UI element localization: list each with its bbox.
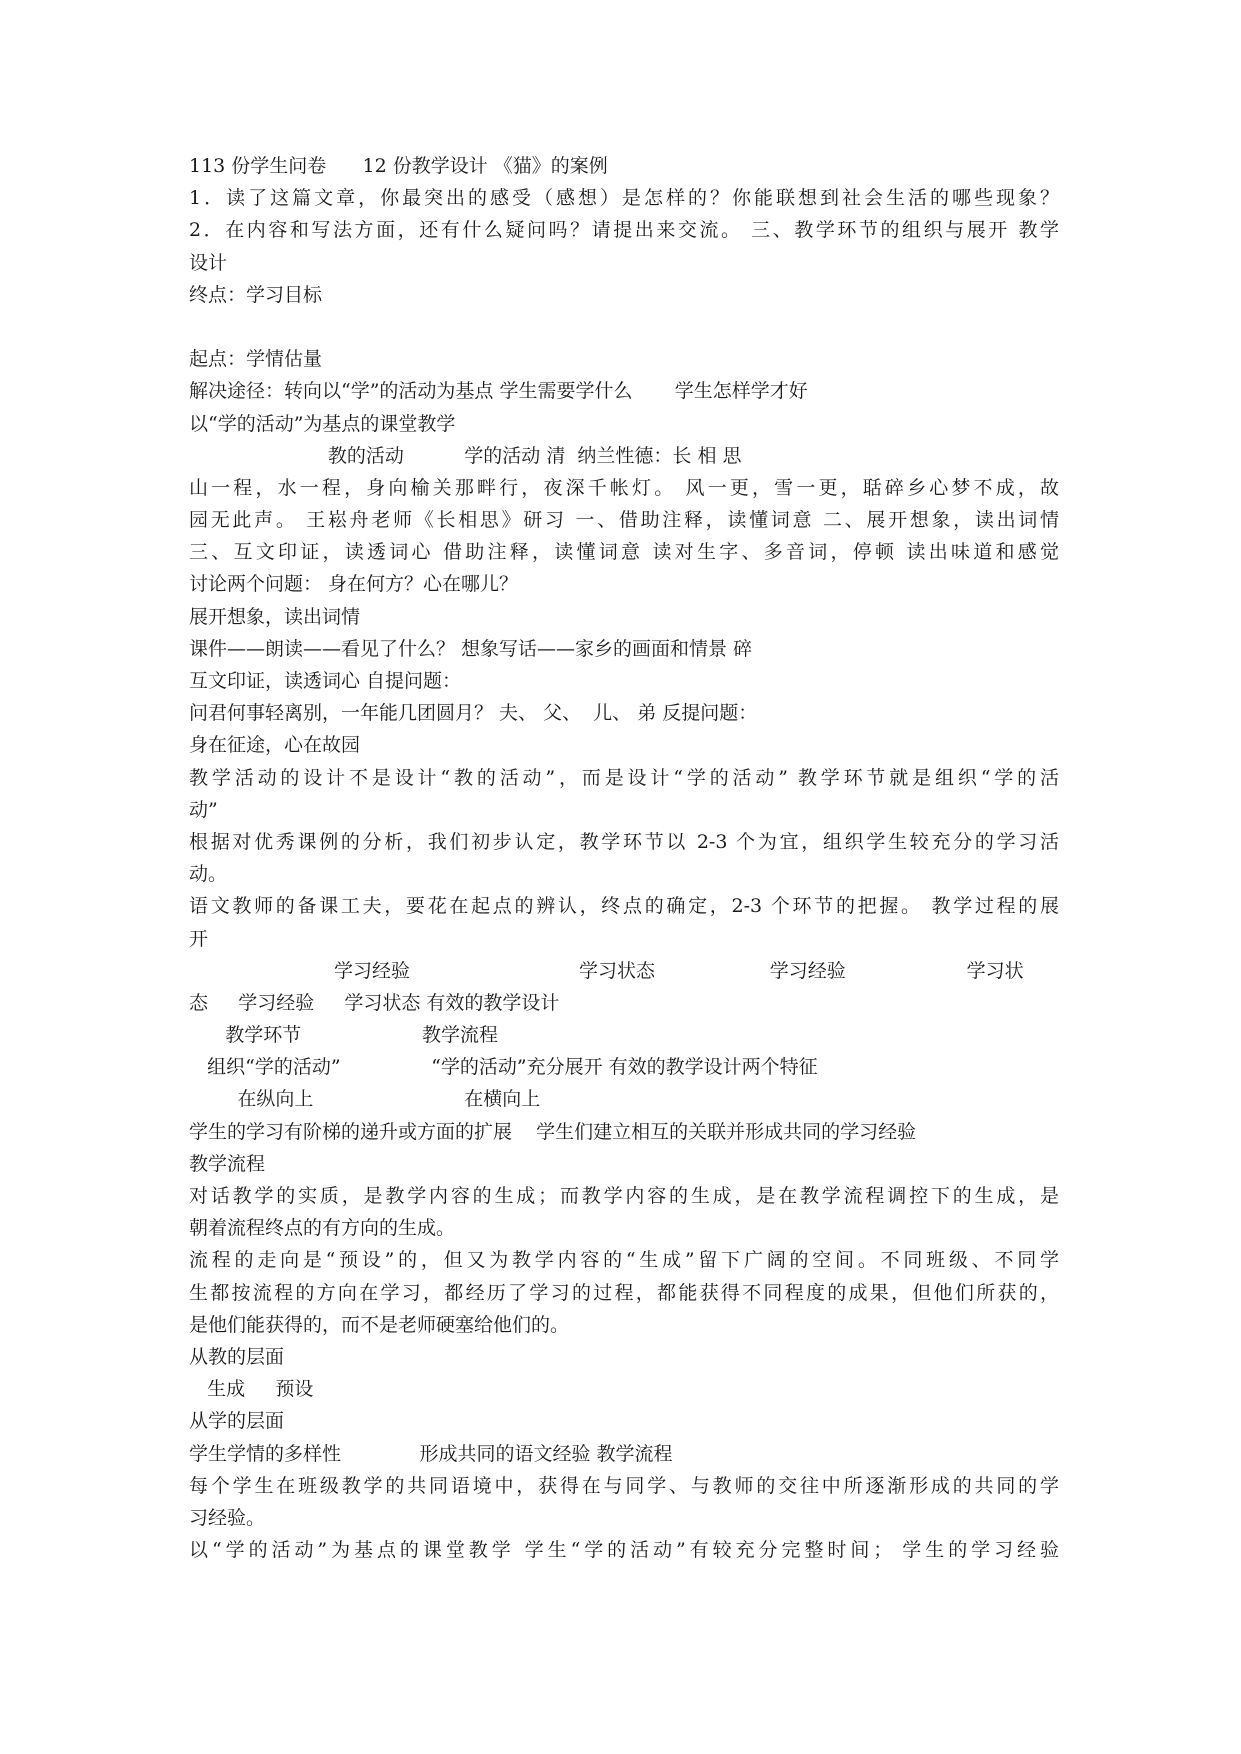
- doc-line: 开: [189, 927, 209, 950]
- doc-line: 园无此声。 王崧舟老师《长相思》研习 一、借助注释，读懂词意 二、展开想象，读出词情: [189, 509, 1059, 532]
- doc-line: 对话教学的实质，是教学内容的生成；而教学内容的生成，是在教学流程调控下的生成，是: [189, 1185, 1059, 1207]
- doc-line: 态 学习经验 学习状态 有效的教学设计: [189, 991, 560, 1014]
- doc-line: 教的活动 学的活动 清 纳兰性德：长 相 思: [189, 444, 742, 467]
- doc-line: 问君何事轻离别，一年能几团圆月？ 夫、 父、 儿、 弟 反提问题：: [189, 702, 758, 725]
- doc-line: 从学的层面: [189, 1410, 285, 1433]
- doc-line: 三、互文印证，读透词心 借助注释，读懂词意 读对生字、多音词，停顿 读出味道和感觉: [189, 541, 1059, 564]
- doc-line: [189, 311, 1059, 343]
- doc-line: 113 份学生问卷 12 份教学设计 《猫》的案例: [189, 155, 608, 177]
- doc-line: 流程的走向是“预设”的，但又为教学内容的“生成”留下广阔的空间。不同班级、不同学: [189, 1249, 1059, 1272]
- doc-line: 起点：学情估量: [189, 348, 323, 371]
- doc-line: 语文教师的备课工夫，要花在起点的辨认，终点的确定，2-3 个环节的把握。 教学过程的展: [189, 895, 1059, 918]
- doc-line: 教学活动的设计不是设计“教的活动”，而是设计“学的活动” 教学环节就是组织“学的活: [189, 766, 1059, 789]
- doc-line: 学生的学习有阶梯的递升或方面的扩展 学生们建立相互的关联并形成共同的学习经验: [189, 1120, 917, 1143]
- doc-line: 生都按流程的方向在学习，都经历了学习的过程，都能获得不同程度的成果，但他们所获的，: [189, 1281, 1059, 1304]
- doc-line: 生成 预设: [189, 1378, 314, 1401]
- doc-line: 身在征途，心在故园: [189, 734, 361, 757]
- doc-line: 动”: [189, 798, 218, 821]
- doc-line: 在纵向上 在横向上: [189, 1088, 541, 1111]
- doc-line: 学生学情的多样性 形成共同的语文经验 教学流程: [189, 1442, 673, 1465]
- doc-line: 教学环节 教学流程: [189, 1024, 499, 1047]
- doc-line: 讨论两个问题： 身在何方？心在哪儿？: [189, 573, 519, 596]
- doc-line: 每个学生在班级教学的共同语境中，获得在与同学、与教师的交往中所逐渐形成的共同的学: [189, 1474, 1059, 1497]
- doc-line: 设计: [189, 251, 228, 274]
- doc-line: 从教的层面: [189, 1345, 285, 1368]
- doc-line: 2．在内容和写法方面，还有什么疑问吗？请提出来交流。 三、教学环节的组织与展开 教学: [189, 219, 1059, 242]
- doc-line: 动。: [189, 863, 228, 886]
- doc-line: 课件——朗读——看见了什么？ 想象写话——家乡的画面和情景 碎: [189, 637, 753, 660]
- doc-line: 根据对优秀课例的分析，我们初步认定，教学环节以 2-3 个为宜，组织学生较充分的学习活: [189, 830, 1059, 853]
- doc-line: 山一程，水一程，身向榆关那畔行，夜深千帐灯。 风一更，雪一更，聒碎乡心梦不成，故: [189, 476, 1059, 499]
- document-page: [189, 150, 1059, 1566]
- doc-line: 以“学的活动”为基点的课堂教学 学生“学的活动”有较充分完整时间； 学生的学习经验: [189, 1539, 1059, 1562]
- doc-line: 教学流程: [189, 1152, 266, 1175]
- doc-line: 习经验。: [189, 1506, 266, 1529]
- doc-line: 1．读了这篇文章，你最突出的感受（感想）是怎样的？你能联想到社会生活的哪些现象？: [189, 187, 1059, 210]
- doc-line: 互文印证，读透词心 自提问题：: [189, 670, 462, 692]
- doc-line: 终点：学习目标: [189, 283, 323, 306]
- doc-line: 学习经验 学习状态 学习经验 学习状: [189, 959, 1024, 982]
- doc-line: 以“学的活动”为基点的课堂教学: [189, 412, 456, 435]
- doc-line: 组织“学的活动” “学的活动”充分展开 有效的教学设计两个特征: [189, 1056, 818, 1079]
- doc-line: 解决途径：转向以“学”的活动为基点 学生需要学什么 学生怎样学才好: [189, 380, 808, 403]
- doc-line: 是他们能获得的，而不是老师硬塞给他们的。: [189, 1313, 570, 1336]
- doc-line: 展开想象，读出词情: [189, 605, 361, 628]
- doc-line: 朝着流程终点的有方向的生成。: [189, 1217, 456, 1240]
